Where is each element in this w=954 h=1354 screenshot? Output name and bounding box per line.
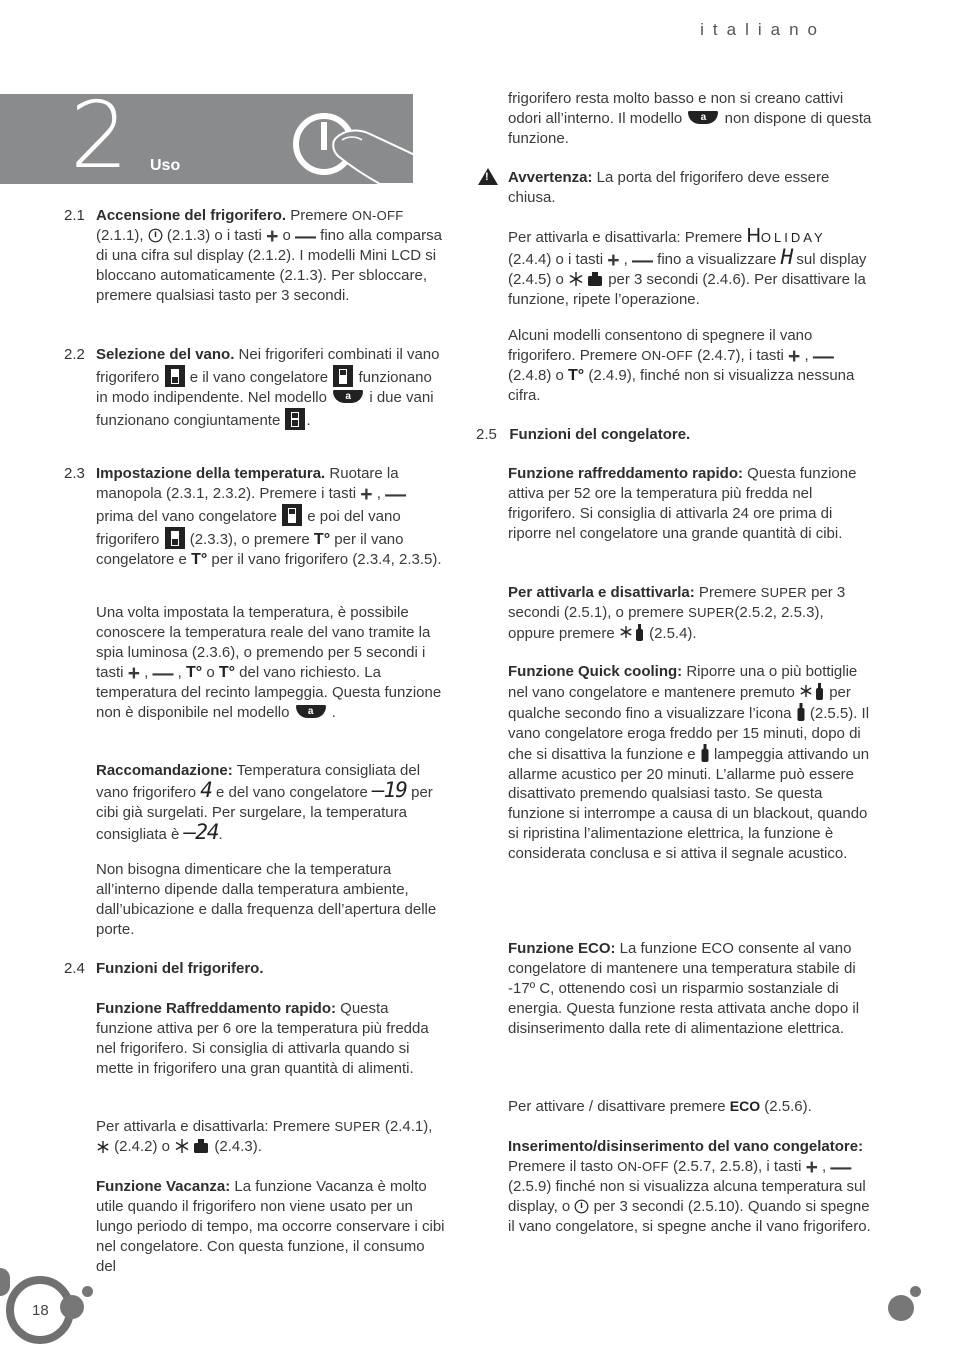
model-a-badge-icon xyxy=(688,111,718,124)
model-a-badge-icon xyxy=(296,705,326,718)
decorative-dot xyxy=(910,1286,921,1297)
display-minus19-icon: –19 xyxy=(372,777,407,802)
paragraph-fridge-activate: Per attivarla e disattivarla: Premere SUPER (2.4.1), (2.4.2) o (2.4.3). xyxy=(96,1118,433,1155)
snowflake-icon xyxy=(96,1140,110,1154)
display-h-icon: H xyxy=(780,244,793,269)
super-key-label: SUPER xyxy=(334,1119,381,1134)
plus-key-icon: + xyxy=(360,482,373,506)
combined-compartment-icon xyxy=(285,408,305,430)
temp-fridge-key-icon: T° xyxy=(218,663,236,681)
minus-key-icon: — xyxy=(295,224,317,248)
paragraph-holiday-continued: frigorifero resta molto basso e non si creano cattivi odori all’interno. Il modello a non dispone di questa funzione. xyxy=(476,89,873,149)
on-off-key-label: ON-OFF xyxy=(351,208,404,223)
paragraph-fridge-fast-cooling: Funzione Raffreddamento rapido: Questa funzione attiva per 6 ore la temperatura più fredda nel frigorifero. Si consiglia di attivarla quando si mette in frigorifero una gran quantità di alimenti. xyxy=(96,1000,429,1077)
decorative-dot xyxy=(0,1268,10,1296)
section-2-1: 2.1 Accensione del frigorifero. Premere ON-OFF (2.1.1), (2.1.3) o i tasti + o — fino alla comparsa di una cifra sul display (2.1.2). I modelli Mini LCD si bloccano automaticamente (2.1.3). Per sbloccare, premere qualsiasi tasto per 3 secondi. xyxy=(64,207,442,304)
minus-key-icon: — xyxy=(152,661,174,685)
power-icon xyxy=(574,1199,589,1214)
decorative-dot xyxy=(82,1286,93,1297)
on-off-key-label: ON-OFF xyxy=(617,1158,669,1174)
display-4-icon: 4 xyxy=(200,777,212,802)
section-heading: Accensione del frigorifero. xyxy=(96,207,287,224)
section-2-4: 2.4 Funzioni del frigorifero. xyxy=(64,960,264,977)
eco-key-label: ECO xyxy=(729,1098,761,1114)
minus-key-icon: — xyxy=(632,248,653,272)
display-minus24-icon: –24 xyxy=(183,819,219,844)
language-label: italiano xyxy=(700,20,826,39)
warning-icon xyxy=(478,168,498,185)
bottle-icon xyxy=(796,703,806,721)
paragraph-recommendation: Raccomandazione: Temperatura consigliata del vano frigorifero 4 e del vano congelatore –19 per cibi già surgelati. Per surgelare, la temperatura consigliata è –24. xyxy=(96,762,433,844)
on-off-key-label: ON-OFF xyxy=(641,347,693,363)
minus-key-icon: — xyxy=(830,1155,852,1179)
snowflake-food-icon xyxy=(568,271,604,287)
paragraph-ambient: Non bisogna dimenticare che la temperatura all’interno dipende dalla temperatura ambiente, dall’ubicazione e dalla frequenza dell’apertura delle porte. xyxy=(96,861,437,938)
plus-key-icon: + xyxy=(788,344,801,368)
minus-key-icon: — xyxy=(385,482,407,506)
decorative-dot xyxy=(888,1295,914,1321)
temp-freezer-key-icon: T° xyxy=(313,530,331,548)
section-2-5: 2.5 Funzioni del congelatore. xyxy=(476,426,691,443)
section-number: 2.1 xyxy=(64,207,85,224)
paragraph-eco-activate: Per attivare / disattivare premere ECO (2.5.6). xyxy=(508,1098,812,1115)
super-key-label: SUPER xyxy=(688,604,735,620)
bottle-icon xyxy=(700,744,710,762)
snowflake-bottle-icon xyxy=(619,623,645,641)
page-number: 18 xyxy=(32,1302,49,1319)
minus-key-icon: — xyxy=(812,344,834,368)
plus-key-icon: + xyxy=(805,1155,818,1179)
chapter-number: 2 xyxy=(70,94,129,184)
freezer-compartment-icon xyxy=(282,504,302,526)
temp-freezer-key-icon: T° xyxy=(185,663,203,681)
holiday-key-label: HOLIDAY xyxy=(746,225,826,247)
plus-key-icon: + xyxy=(266,224,279,248)
temp-fridge-key-icon: T° xyxy=(191,550,208,568)
model-a-badge-icon xyxy=(333,390,363,403)
snowflake-bottle-icon xyxy=(799,682,825,700)
power-button-illustration-icon xyxy=(292,104,413,184)
paragraph-quick-cooling: Funzione Quick cooling: Riporre una o più bottiglie nel vano congelatore e mantenere premuto per qualche secondo fino a visualizzare l’icona (2.5.5). Il vano congelatore eroga freddo per 15 minuti, dopo di che si disattiva la funzione e lampeggia attivando un allarme acustico per 20 minuti. L’allarme può essere disattivato premendo qualsiasi tasto. Se questa funzione si interrompe a causa di un blackout, quando si ripristina l’alimentazione elettrica, la funzione è considerata conclusa e si attiva il segnale acustico. xyxy=(508,663,870,863)
plus-key-icon: + xyxy=(127,661,140,685)
super-key-label: SUPER xyxy=(760,585,807,600)
chapter-banner xyxy=(0,94,413,184)
fridge-compartment-icon xyxy=(165,365,185,387)
paragraph-eco: Funzione ECO: La funzione ECO consente al vano congelatore di mantenere una temperatura stabile di -17º C, ottenendo così un risparmio sostanziale di energia. Questa funzione resta attivata anche dopo il disinserimento dalla rete di alimentazione elettrica. xyxy=(508,940,860,1037)
paragraph-holiday-function: Funzione Vacanza: La funzione Vacanza è molto utile quando il frigorifero non viene usato per un lungo periodo di tempo, ma occorre conservare i cibi nel congelatore. Con questa funzione, il consumo del xyxy=(96,1178,445,1275)
fridge-compartment-icon xyxy=(165,527,185,549)
plus-key-icon: + xyxy=(607,248,620,272)
chapter-title: Uso xyxy=(150,157,181,174)
paragraph-real-temperature: Una volta impostata la temperatura, è possibile conoscere la temperatura reale del vano tramite la spia luminosa (2.3.6), o premendo per 5 secondi i tasti + , — , T° o T° del vano richiesto. La temperatura del recinto lampeggia. Questa funzione non è disponibile nel modello a . xyxy=(64,603,446,722)
section-2-3: 2.3 Impostazione della temperatura. Ruotare la manopola (2.3.1, 2.3.2). Premere i tasti + , — prima del vano congelatore e poi del vano frigorifero (2.3.3), o premere T° per il vano congelatore e T° per il vano frigorifero (2.3.4, 2.3.5). xyxy=(64,465,442,568)
warning-block: ! Avvertenza: La porta del frigorifero deve essere chiusa. xyxy=(476,168,873,208)
paragraph-freezer-on-off: Inserimento/disinserimento del vano congelatore: Premere il tasto ON-OFF (2.5.7, 2.5.8), i tasti + , — (2.5.9) finché non si visualizza alcuna temperatura sul display, o per 3 secondi (2.5.10). Quando si spegne il vano congelatore, si spegne anche il vano frigorifero. xyxy=(508,1138,871,1235)
snowflake-food-icon xyxy=(174,1138,210,1154)
freezer-compartment-icon xyxy=(333,365,353,387)
temp-fridge-key-icon: T° xyxy=(568,366,585,384)
paragraph-freezer-activate: Per attivarla e disattivarla: Premere SUPER per 3 secondi (2.5.1), o premere SUPER(2.5.2, 2.5.3), oppure premere (2.5.4). xyxy=(508,584,846,642)
paragraph-freezer-fast-cooling: Funzione raffreddamento rapido: Questa funzione attiva per 52 ore la temperatura più fredda nel frigorifero. Si consiglia di attivarla 24 ore prima di riporre nel congelatore una grande quantità di cibi. xyxy=(508,465,857,542)
paragraph-holiday-activate: Per attivarla e disattivarla: Premere HOLIDAY (2.4.4) o i tasti + , — fino a visualizzare H sul display (2.4.5) o per 3 secondi (2.4.6). Per disattivare la funzione, ripete l’operazione. xyxy=(508,225,867,308)
decorative-dot xyxy=(60,1295,84,1319)
section-2-2: 2.2 Selezione del vano. Nei frigoriferi combinati il vano frigorifero e il vano congelatore funzionano in modo indipendente. Nel modello a i due vani funzionano congiuntamente . xyxy=(64,345,446,431)
power-icon xyxy=(148,228,163,243)
paragraph-fridge-off: Alcuni modelli consentono di spegnere il vano frigorifero. Premere ON-OFF (2.4.7), i tasti + , — (2.4.8) o T° (2.4.9), finché non si visualizza nessuna cifra. xyxy=(508,327,855,404)
